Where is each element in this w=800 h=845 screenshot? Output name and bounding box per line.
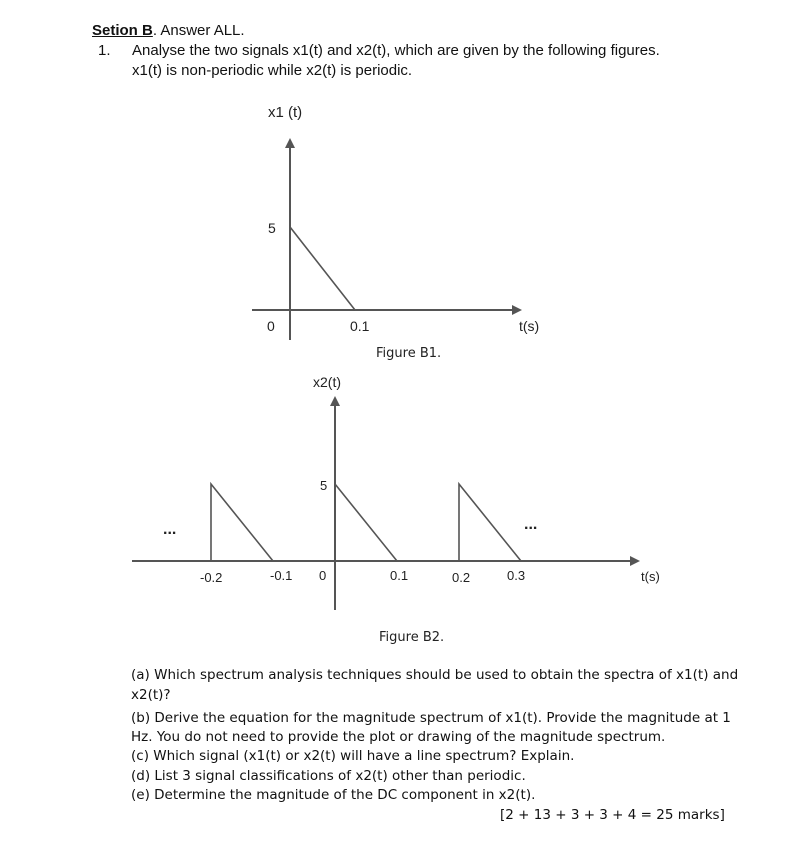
figure-b1	[252, 104, 539, 361]
b1-y-tick-5: 5	[268, 220, 276, 236]
part-a-line2: x2(t)?	[131, 687, 171, 703]
marks-allocation: [2 + 13 + 3 + 3 + 4 = 25 marks]	[500, 807, 725, 823]
b1-signal-line	[290, 227, 355, 310]
b2-x-tick-neg0.2: -0.2	[200, 570, 223, 585]
b2-x-tick-neg0.1: -0.1	[270, 568, 293, 583]
question-number: 1.	[98, 42, 111, 59]
b1-origin-label: 0	[267, 318, 275, 334]
b2-x-tick-0.1: 0.1	[390, 568, 409, 583]
b2-pulse-right	[459, 484, 521, 561]
b2-x-tick-0.3: 0.3	[507, 568, 526, 583]
part-a-line1: (a) Which spectrum analysis techniques should be used to obtain the spectra of x1(t) and	[131, 667, 739, 683]
b2-ellipsis-left: ...	[163, 521, 177, 538]
part-c: (c) Which signal (x1(t) or x2(t) will have a line spectrum? Explain.	[131, 748, 575, 764]
b1-caption: Figure B1.	[376, 346, 442, 361]
b2-x-tick-0.2: 0.2	[452, 570, 471, 585]
b2-ylabel: x2(t)	[313, 374, 341, 390]
b2-x-tick-0: 0	[319, 568, 327, 583]
b2-caption: Figure B2.	[379, 630, 445, 645]
part-d: (d) List 3 signal classifications of x2(t) other than periodic.	[131, 768, 526, 784]
b2-xlabel: t(s)	[641, 569, 660, 584]
b2-ellipsis-right: ...	[524, 516, 538, 533]
figure-b2	[132, 374, 660, 645]
section-label: Setion B	[92, 22, 153, 39]
b2-y-tick-5: 5	[320, 478, 328, 493]
question-text-line1: Analyse the two signals x1(t) and x2(t), which are given by the following figures.	[132, 42, 660, 59]
part-e: (e) Determine the magnitude of the DC component in x2(t).	[131, 787, 536, 803]
b2-pulse-left	[211, 484, 273, 561]
question-text-line2: x1(t) is non-periodic while x2(t) is periodic.	[132, 62, 413, 79]
section-instruction: . Answer ALL.	[152, 22, 245, 39]
part-b-line2: Hz. You do not need to provide the plot or drawing of the magnitude spectrum.	[131, 729, 666, 745]
part-b-line1: (b) Derive the equation for the magnitude spectrum of x1(t). Provide the magnitude at 1	[131, 710, 731, 726]
b1-x-tick-0.1: 0.1	[350, 318, 370, 334]
b1-ylabel: x1 (t)	[268, 104, 303, 121]
b2-pulse-center	[335, 484, 397, 561]
b1-xlabel: t(s)	[519, 318, 540, 334]
